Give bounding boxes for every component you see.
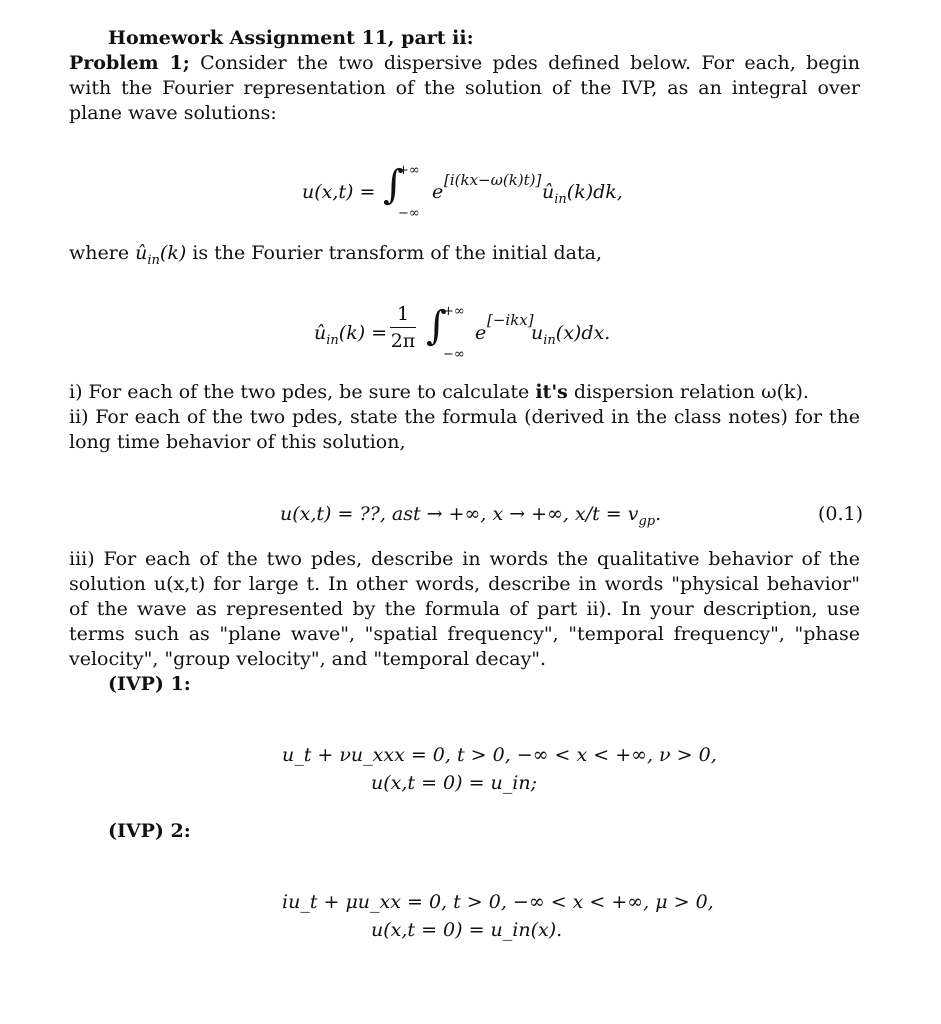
item-ii: ii) For each of the two pdes, state the formula (derived in the class notes) for the long time behavior of this solution,: [69, 406, 860, 453]
eq2-exp-base: e: [475, 322, 487, 344]
item-i-bold: it's: [535, 381, 568, 403]
eq2-lhs: $û_{in}(k)$ =: [314, 322, 388, 348]
eq2-fraction: [390, 303, 416, 352]
eq2-upper-limit: +∞: [443, 304, 465, 319]
eq3-body: u(x,t) = ??, ast → +∞, x → +∞, $x/t = v_{gp}$.: [280, 503, 662, 529]
integral-sign-icon: ∫: [383, 162, 404, 208]
ivp2-line1: iu_t + μu_xx = 0, t > 0, −∞ < x < +∞, μ > 0,: [282, 891, 714, 913]
ivp1-label: (IVP) 1:: [108, 673, 191, 695]
eq1-exp-base: e: [432, 181, 444, 203]
ivp1-line1: u_t + νu_xxx = 0, t > 0, −∞ < x < +∞, ν > 0,: [282, 744, 717, 766]
intro-text: Consider the two dispersive pdes defined below. For each, begin with the Fourier representation of the solution of the IVP, as an integral over plane wave solutions:: [69, 52, 860, 124]
eq1-exponent: [i(kx−ω(k)t)]: [444, 171, 542, 189]
eq1-lhs: u(x,t) =: [302, 181, 376, 203]
ivp2-line2: u(x,t = 0) = u_in(x).: [371, 919, 563, 941]
where-text: where $û_{in}(k)$ is the Fourier transform of the initial data,: [69, 242, 603, 268]
item-i-prefix: i) For each of the two pdes, be sure to calculate: [69, 381, 530, 403]
eq1-upper-limit: +∞: [398, 163, 420, 178]
problem-label: Problem 1;: [69, 52, 190, 74]
ivp2-label: (IVP) 2:: [108, 820, 191, 842]
eq2-denominator: 2π: [390, 330, 416, 352]
items-i-ii: [69, 380, 860, 455]
intro-paragraph: [69, 26, 860, 126]
eq2-exponent: [−ikx]: [487, 311, 534, 329]
eq1-uhat: $û_{in}(k)dk$,: [542, 181, 623, 207]
eq2-numerator: 1: [396, 303, 410, 325]
ivp1-line2: u(x,t = 0) = u_in;: [371, 772, 537, 794]
eq1-lower-limit: −∞: [398, 206, 420, 221]
eq2-lower-limit: −∞: [443, 347, 465, 362]
eq2-uin: $u_{in}(x)dx$.: [531, 322, 611, 348]
item-iii: iii) For each of the two pdes, describe in words the qualitative behavior of the solution u(x,t) for large t. In other words, describe in words "physical behavior" of the wave as represented by the formula of part ii). In your description, use terms such as "plane wave", "spatial frequency", "temporal frequency", "phase velocity", "group velocity", and "temporal decay".: [69, 548, 860, 670]
eq3-number: (0.1): [818, 503, 864, 525]
assignment-title: Homework Assignment 11, part ii:: [108, 27, 474, 49]
integral-sign-icon: ∫: [426, 303, 447, 349]
item-i-suffix: dispersion relation ω(k).: [573, 381, 809, 403]
